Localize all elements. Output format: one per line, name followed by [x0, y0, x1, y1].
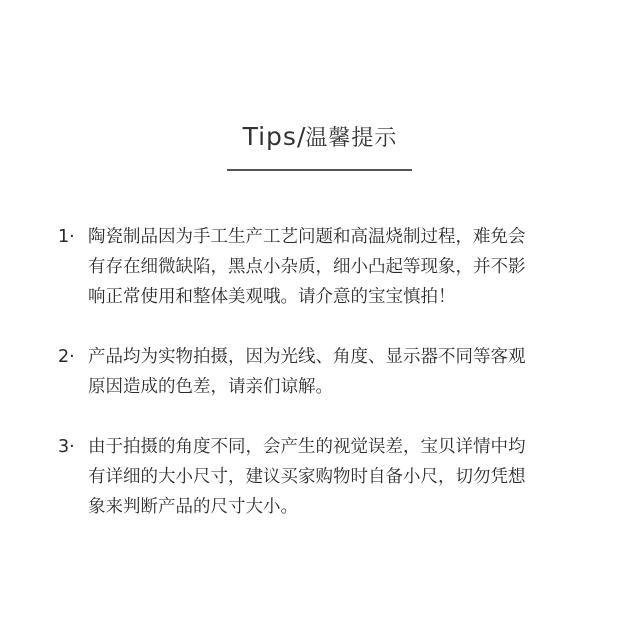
tip-line: 陶瓷制品因为手工生产工艺问题和高温烧制过程，难免会 — [88, 227, 526, 247]
tip-line: 原因造成的色差，请亲们谅解。 — [88, 377, 333, 397]
tip-number: 2· — [58, 347, 75, 367]
page-title — [0, 121, 640, 152]
tips-list — [58, 222, 618, 522]
title-divider — [227, 169, 412, 171]
tip-line: 有存在细微缺陷，黑点小杂质，细小凸起等现象，并不影 — [88, 257, 526, 277]
tip-item-3 — [58, 432, 618, 522]
tip-number: 1· — [58, 227, 75, 247]
tip-item-1 — [58, 222, 618, 312]
tip-item-2 — [58, 342, 618, 402]
tip-line: 有详细的大小尺寸，建议买家购物时自备小尺，切勿凭想 — [88, 467, 526, 487]
title-english: Tips — [242, 122, 297, 151]
tip-line: 响正常使用和整体美观哦。请介意的宝宝慎拍！ — [88, 287, 456, 307]
tip-line: 象来判断产品的尺寸大小。 — [88, 497, 298, 517]
title-separator: / — [296, 122, 306, 151]
tip-number: 3· — [58, 437, 75, 457]
tip-line: 产品均为实物拍摄，因为光线、角度、显示器不同等客观 — [88, 347, 526, 367]
title-chinese: 温馨提示 — [305, 126, 398, 151]
tip-line: 由于拍摄的角度不同，会产生的视觉误差，宝贝详情中均 — [88, 437, 526, 457]
